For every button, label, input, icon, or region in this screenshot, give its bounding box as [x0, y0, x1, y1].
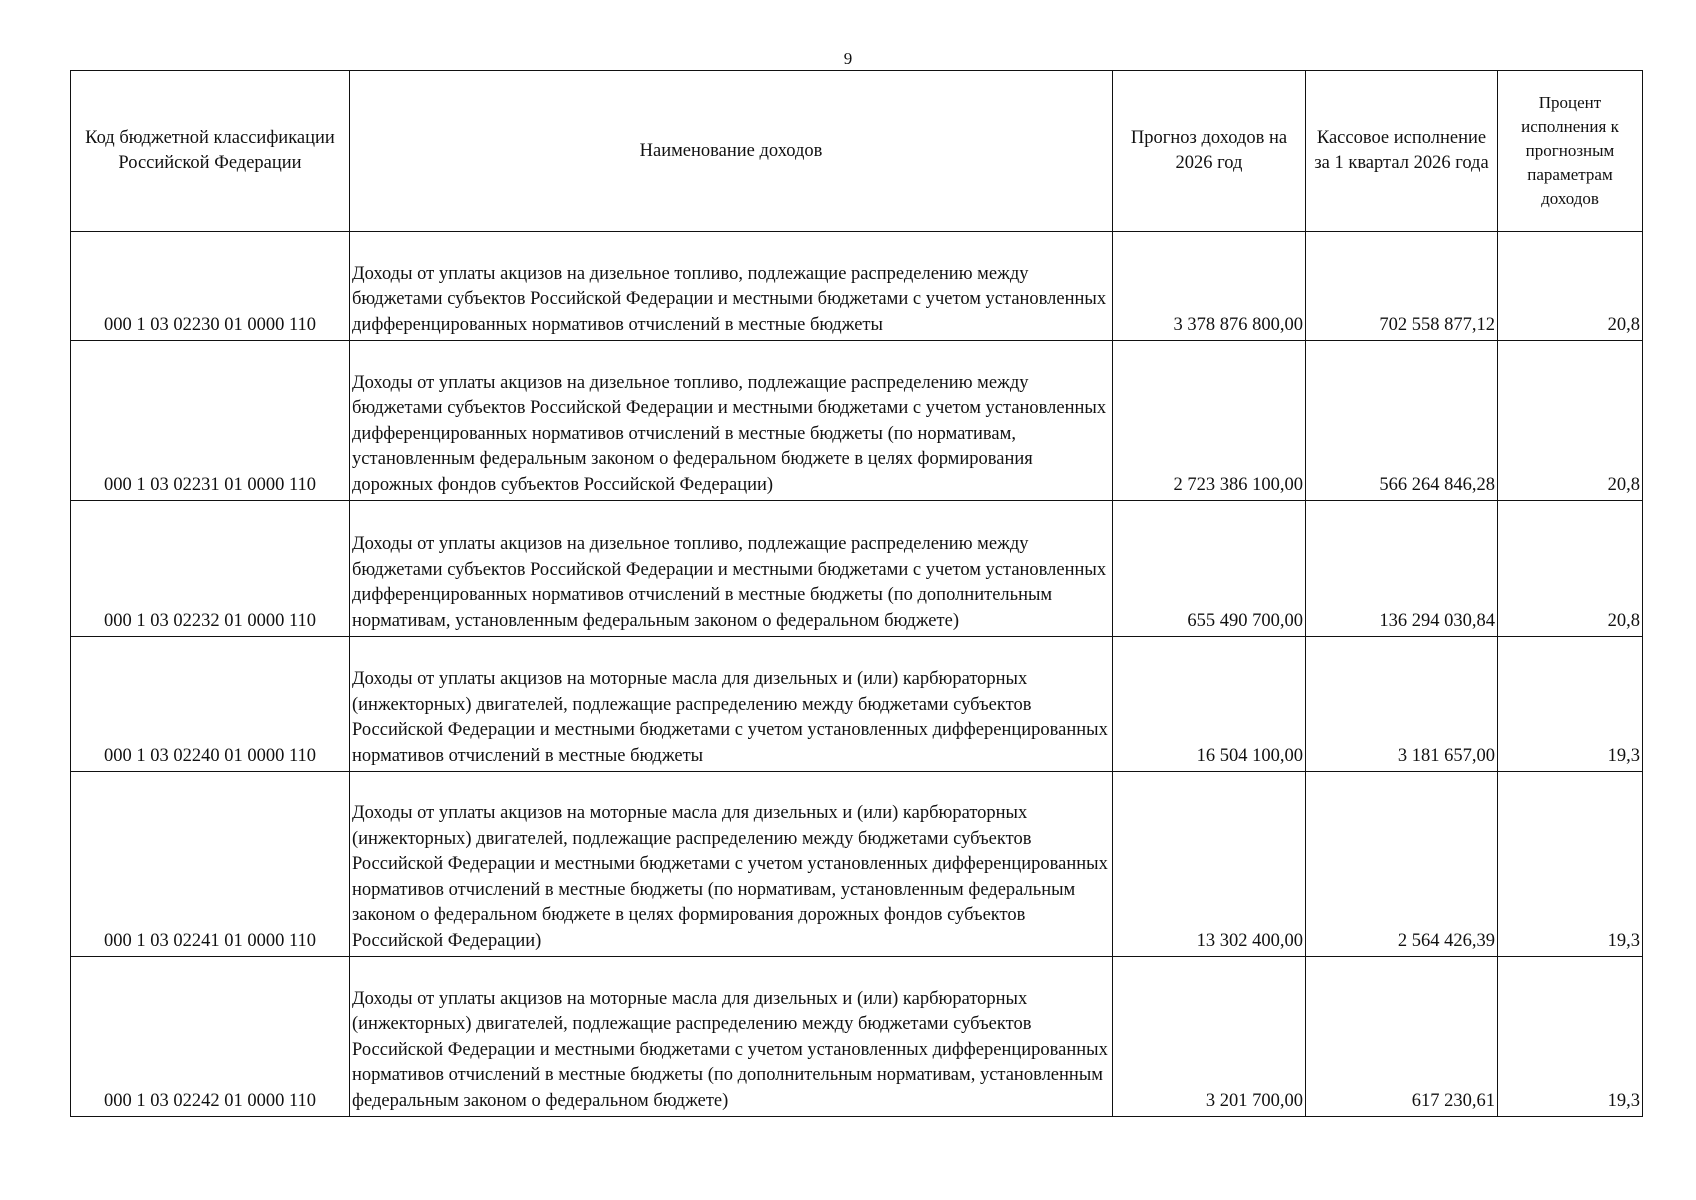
header-execution-percent: Процент исполнения к прогнозным параметрам доходов	[1498, 71, 1643, 232]
budget-code-cell: 000 1 03 02240 01 0000 110	[71, 637, 350, 772]
cash-execution-cell: 2 564 426,39	[1306, 772, 1498, 957]
forecast-cell: 16 504 100,00	[1113, 637, 1306, 772]
header-budget-code: Код бюджетной классификации Российской Федерации	[71, 71, 350, 232]
percent-cell: 20,8	[1498, 501, 1643, 637]
page-number: 9	[843, 49, 853, 68]
header-revenue-name: Наименование доходов	[350, 71, 1113, 232]
table-header-row	[71, 71, 1643, 232]
percent-cell: 20,8	[1498, 232, 1643, 341]
forecast-cell: 3 201 700,00	[1113, 957, 1306, 1117]
forecast-cell: 2 723 386 100,00	[1113, 341, 1306, 501]
cash-execution-cell: 566 264 846,28	[1306, 341, 1498, 501]
percent-cell: 19,3	[1498, 772, 1643, 957]
table-row	[71, 637, 1643, 772]
budget-code-cell: 000 1 03 02230 01 0000 110	[71, 232, 350, 341]
cash-execution-cell: 702 558 877,12	[1306, 232, 1498, 341]
budget-code-cell: 000 1 03 02242 01 0000 110	[71, 957, 350, 1117]
forecast-cell: 655 490 700,00	[1113, 501, 1306, 637]
header-cash-execution: Кассовое исполнение за 1 квартал 2026 года	[1306, 71, 1498, 232]
cash-execution-cell: 3 181 657,00	[1306, 637, 1498, 772]
table-row	[71, 772, 1643, 957]
table-row	[71, 501, 1643, 637]
percent-cell: 19,3	[1498, 637, 1643, 772]
table-row	[71, 232, 1643, 341]
revenue-name-cell: Доходы от уплаты акцизов на моторные масла для дизельных и (или) карбюраторных (инжекторных) двигателей, подлежащие распределению между бюджетами субъектов Российской Федерации и местными бюджетами с учетом установленных дифференцированных нормативов отчислений в местные бюджеты (по дополнительным нормативам, установленным федеральным законом о федеральном бюджете)	[350, 957, 1113, 1117]
table-row	[71, 957, 1643, 1117]
percent-cell: 19,3	[1498, 957, 1643, 1117]
budget-code-cell: 000 1 03 02231 01 0000 110	[71, 341, 350, 501]
forecast-cell: 3 378 876 800,00	[1113, 232, 1306, 341]
budget-code-cell: 000 1 03 02232 01 0000 110	[71, 501, 350, 637]
revenue-name-cell: Доходы от уплаты акцизов на дизельное топливо, подлежащие распределению между бюджетами субъектов Российской Федерации и местными бюджетами с учетом установленных дифференцированных нормативов отчислений в местные бюджеты (по нормативам, установленным федеральным законом о федеральном бюджете в целях формирования дорожных фондов субъектов Российской Федерации)	[350, 341, 1113, 501]
budget-code-cell: 000 1 03 02241 01 0000 110	[71, 772, 350, 957]
revenue-name-cell: Доходы от уплаты акцизов на моторные масла для дизельных и (или) карбюраторных (инжекторных) двигателей, подлежащие распределению между бюджетами субъектов Российской Федерации и местными бюджетами с учетом установленных дифференцированных нормативов отчислений в местные бюджеты	[350, 637, 1113, 772]
cash-execution-cell: 136 294 030,84	[1306, 501, 1498, 637]
table-row	[71, 341, 1643, 501]
revenue-name-cell: Доходы от уплаты акцизов на дизельное топливо, подлежащие распределению между бюджетами субъектов Российской Федерации и местными бюджетами с учетом установленных дифференцированных нормативов отчислений в местные бюджеты	[350, 232, 1113, 341]
cash-execution-cell: 617 230,61	[1306, 957, 1498, 1117]
revenue-name-cell: Доходы от уплаты акцизов на дизельное топливо, подлежащие распределению между бюджетами субъектов Российской Федерации и местными бюджетами с учетом установленных дифференцированных нормативов отчислений в местные бюджеты (по дополнительным нормативам, установленным федеральным законом о федеральном бюджете)	[350, 501, 1113, 637]
header-forecast: Прогноз доходов на 2026 год	[1113, 71, 1306, 232]
percent-cell: 20,8	[1498, 341, 1643, 501]
forecast-cell: 13 302 400,00	[1113, 772, 1306, 957]
revenue-table	[70, 70, 1643, 1117]
revenue-name-cell: Доходы от уплаты акцизов на моторные масла для дизельных и (или) карбюраторных (инжекторных) двигателей, подлежащие распределению между бюджетами субъектов Российской Федерации и местными бюджетами с учетом установленных дифференцированных нормативов отчислений в местные бюджеты (по нормативам, установленным федеральным законом о федеральном бюджете в целях формирования дорожных фондов субъектов Российской Федерации)	[350, 772, 1113, 957]
